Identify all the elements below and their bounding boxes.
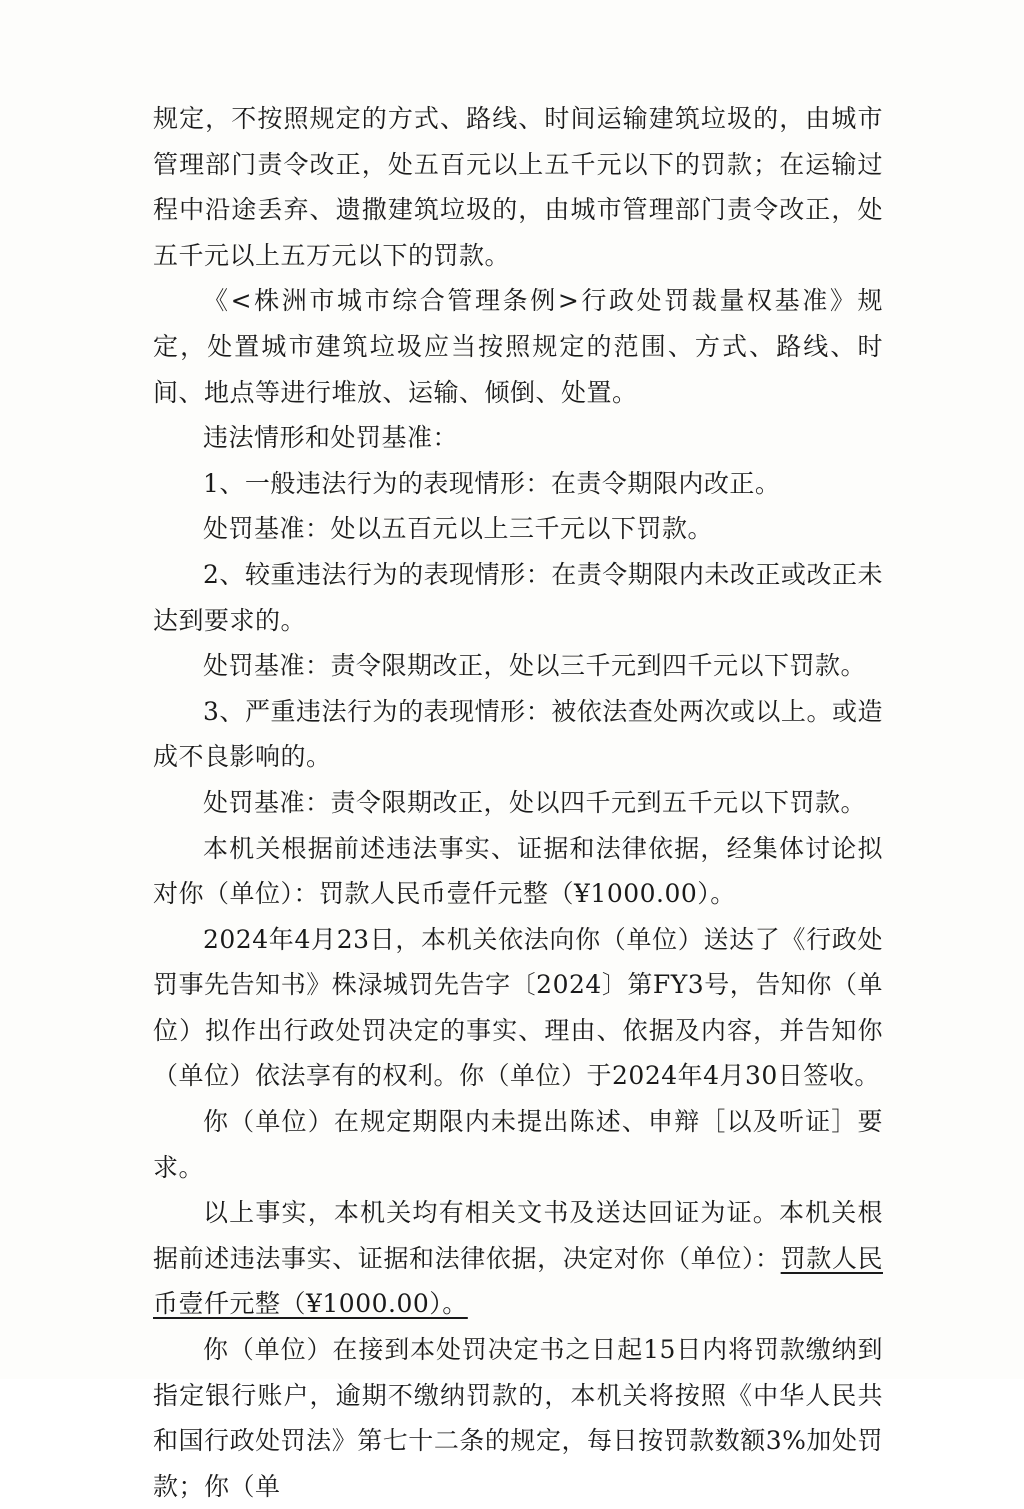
paragraph-severe-penalty: 处罚基准：责令限期改正，处以四千元到五千元以下罚款。 — [203, 787, 867, 817]
paragraph-severe-violation: 3、严重违法行为的表现情形：被依法查处两次或以上。或造成不良影响的。 — [153, 696, 883, 772]
decision-text: 以上事实，本机关均有相关文书及送达回证为证。本机关根据前述违法事实、证据和法律依据，决定对你（单位）： — [153, 1198, 883, 1273]
document-body — [153, 96, 883, 1509]
paragraph-discretion-standard: 《<株洲市城市综合管理条例>行政处罚裁量权基准》规定，处置城市建筑垃圾应当按照规定的范围、方式、路线、时间、地点等进行堆放、运输、倾倒、处置。 — [153, 286, 883, 407]
paragraph-general-violation: 1、一般违法行为的表现情形：在责令期限内改正。 — [203, 468, 781, 498]
paragraph-regulation-continuation: 规定，不按照规定的方式、路线、时间运输建筑垃圾的，由城市管理部门责令改正，处五百元以上五千元以下的罚款；在运输过程中沿途丢弃、遗撒建筑垃圾的，由城市管理部门责令改正，处五千元以上五万元以下的罚款。 — [153, 104, 883, 270]
paragraph-no-statement: 你（单位）在规定期限内未提出陈述、申辩［以及听证］要求。 — [153, 1107, 883, 1182]
paragraph-notification: 2024年4月23日，本机关依法向你（单位）送达了《行政处罚事先告知书》株渌城罚先告字〔2024〕第FY3号，告知你（单位）拟作出行政处罚决定的事实、理由、依据及内容，并告知你（单位）依法享有的权利。你（单位）于2024年4月30日签收。 — [153, 924, 883, 1091]
paragraph-payment-instructions: 你（单位）在接到本处罚决定书之日起15日内将罚款缴纳到指定银行账户，逾期不缴纳罚款的，本机关将按照《中华人民共和国行政处罚法》第七十二条的规定，每日按罚款数额3%加处罚款；你（单 — [153, 1335, 883, 1501]
paragraph-general-penalty: 处罚基准：处以五百元以上三千元以下罚款。 — [203, 514, 714, 544]
paragraph-serious-penalty: 处罚基准：责令限期改正，处以三千元到四千元以下罚款。 — [203, 651, 867, 681]
decision-penalty-underlined: 罚款人民币壹仟元整（¥1000.00）。 — [153, 1243, 883, 1319]
paragraph-decision — [153, 1190, 883, 1327]
paragraph-proposed-penalty: 本机关根据前述违法事实、证据和法律依据，经集体讨论拟对你（单位）：罚款人民币壹仟元整（¥1000.00）。 — [153, 833, 883, 909]
paragraph-violation-heading: 违法情形和处罚基准： — [203, 423, 459, 453]
paragraph-serious-violation: 2、较重违法行为的表现情形：在责令期限内未改正或改正未达到要求的。 — [153, 559, 883, 635]
